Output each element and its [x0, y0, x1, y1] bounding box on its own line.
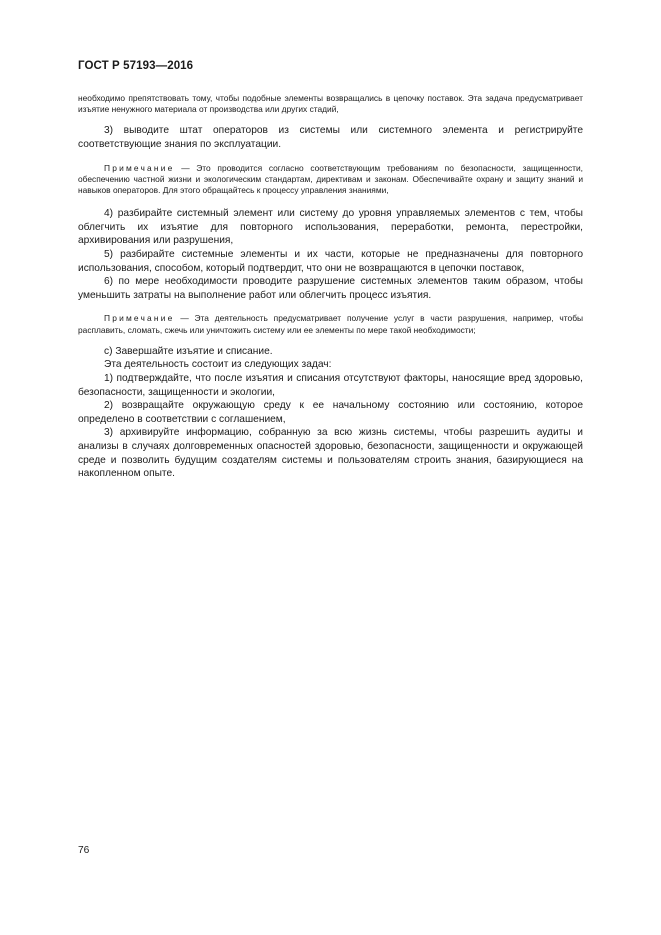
note-2: [78, 313, 583, 335]
page-number: 76: [78, 845, 90, 856]
note-label: Примечание: [104, 313, 175, 324]
list-item-3-operators: 3) выводите штат операторов из системы или системного элемента и регистрируйте соответствующие знания по эксплуатации.: [78, 125, 583, 150]
section-c-intro: Эта деятельность состоит из следующих задач:: [104, 359, 332, 371]
document-header: ГОСТ Р 57193—2016: [78, 60, 194, 72]
note-1-text: — Это проводится согласно соответствующим требованиям по безопасности, защищенности, обеспечению частной жизни и экологическим стандартам, директивам и законам. Обеспечивайте охрану и защиту знаний и навыков операторов. Для этого обращайтесь к процессу управления знаниями,: [78, 162, 584, 195]
page-body: [78, 93, 583, 481]
task-2-restore: 2) возвращайте окружающую среду к ее начальному состоянию или состоянию, которое определено в соответствии с соглашением,: [78, 400, 583, 425]
note-2-text: — Эта деятельность предусматривает получение услуг в части разрушения, например, чтобы расплавить, сломать, сжечь или уничтожить систему или ее элементы по мере такой необходимости;: [78, 313, 584, 335]
note-label: Примечание: [104, 162, 175, 173]
paragraph-continuation: необходимо препятствовать тому, чтобы подобные элементы возвращались в цепочку поставок. Эта задача предусматривает изъятие ненужного материала от производства или других стадий,: [78, 93, 583, 115]
task-1-confirm: 1) подтверждайте, что после изъятия и списания отсутствуют факторы, наносящие вред здоровью, безопасности, защищенности и экологии,: [78, 372, 583, 398]
note-1: [78, 163, 583, 197]
section-c-heading: с) Завершайте изъятие и списание.: [104, 345, 273, 357]
list-item-4-disassemble: 4) разбирайте системный элемент или систему до уровня управляемых элементов с тем, чтобы облегчить их изъятие для повторного использования, переработки, ремонта, перестройки, архивирования или разрушения,: [78, 208, 583, 247]
task-3-archive: 3) архивируйте информацию, собранную за всю жизнь системы, чтобы разрешить аудиты и анализы в случаях долговременных опасностей здоровью, безопасности, защищенности и окружающей среде и позволить будущим создателям системы и пользователям строить знания, базирующиеся на накопленном опыте.: [78, 427, 583, 480]
list-item-6-destroy: 6) по мере необходимости проводите разрушение системных элементов таким образом, чтобы уменьшить затраты на выполнение работ или облегчить процесс изъятия.: [78, 276, 583, 301]
list-item-5-disassemble-parts: 5) разбирайте системные элементы и их части, которые не предназначены для повторного использования, способом, который подтвердит, что они не возвращаются в цепочки поставок,: [78, 248, 583, 274]
